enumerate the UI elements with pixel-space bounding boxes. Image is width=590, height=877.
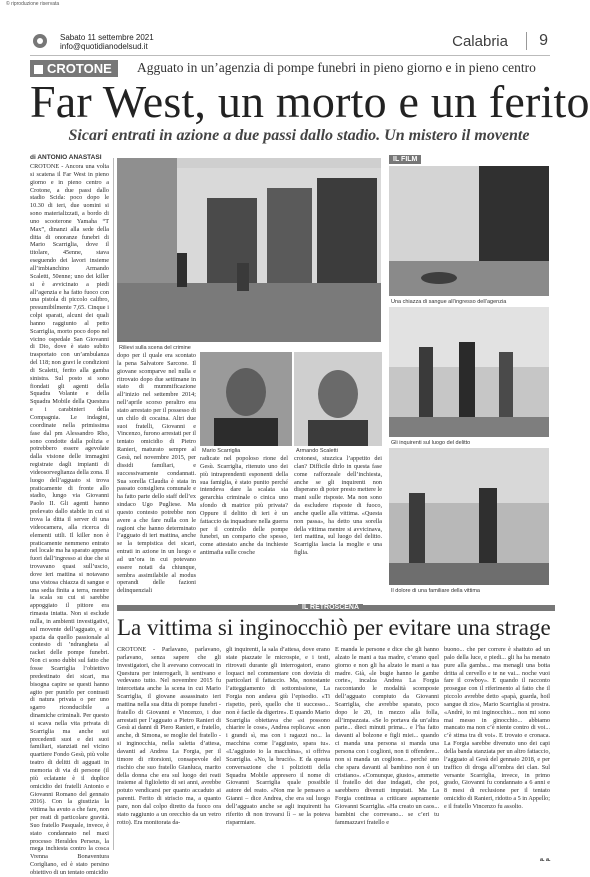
wounded-photo bbox=[294, 352, 382, 446]
square-icon bbox=[34, 65, 43, 74]
copyright-note: © riproduzione riservata bbox=[6, 1, 60, 7]
film-photo-blood bbox=[389, 166, 549, 296]
film-caption-3: Il dolore di una familiare della vittima bbox=[391, 588, 480, 594]
film-photo-investigators bbox=[389, 307, 549, 437]
issue-date: Sabato 11 settembre 2021 bbox=[60, 33, 154, 42]
crime-scene-photo bbox=[117, 158, 381, 342]
newspaper-email: info@quotidianodelsud.it bbox=[60, 42, 148, 51]
investigators-scene bbox=[389, 307, 549, 437]
city-tag bbox=[30, 60, 118, 77]
section-name: Calabria bbox=[452, 33, 508, 50]
article-kicker: Agguato in un’agenzia di pompe funebri in pieno giorno e in pieno centro bbox=[137, 60, 536, 75]
retroscena-tag: IL RETROSCENA bbox=[298, 604, 363, 611]
blood-stain-scene bbox=[389, 166, 549, 296]
article-column-2: dopo per il quale era scontato la pena Salvatore Sarcone. Il giovane scomparve nel nulla e ritrovato dopo due settimane in stato di mummificazione all’inizio nel settembre 2014; nell’aprile scorso peraltro era stato arrestato per il possesso di un chilo di cocaina. Altri due suoi fratelli, Giovanni e Vincenzo, furono arrestati per il tentato omicidio di Pietro Ranieri, maturato sempre al Gesù, nel novembre 2015, per dissidi familiari, e successivamente condannati. Sua sorella Claudia è stata in passato consigliera comunale e ha fatto parte dello staff dell’ex sindaco Ugo Pugliese. Ma questo contesto potrebbe non avere a che fare nulla con le ragioni che hanno determinato l’agguato di ieri mattina, anche se la tempistica dei sicari, entrati in azione in un luogo e ad un’ora in cui potevano essere notati da chiunque, sembra assimilabile al modus operandi delle fazioni delinquenziali bbox=[117, 352, 196, 595]
retroscena-column-1: CROTONE - Parlavano, parlavano, parlavano, senza sapere che gli investigatori, che li avevano convocati in Questura per interrogarli, li sentivano e vedevano tutto. Nel novembre 2015 fu intercettata anche la scena in cui Mario Scarriglia, il giovane assassinato ieri mattina nella sua ditta di pompe funebri - fratello di Giovanni e Vincenzo, i due arrestati per l’agguato a Pietro Ranieri di Gesù ai danni di Piero Ranieri, e fratello, anche, di Simona, se moglie del fratello - si inginocchia, nella saletta d’attesa, davanti ad Andrea La Forgia, per il timore di ritorsioni, consapevole del rischio che suo fratello Gianluca, marito della donna che era sul luogo dei reati insieme al figlioletto di sei anni, avrebbe potuto vendicarsi per quanto accaduto ai parenti. Ferito di striscio ma, a quanto pare, non dal colpo diretto da fuoco ora stato raggiunto a un orecchio da un vetro rotto). Era monitorata da- bbox=[117, 646, 221, 826]
victim-photo bbox=[200, 352, 292, 446]
city-tag-label: CROTONE bbox=[47, 61, 112, 76]
relative-scene bbox=[389, 448, 549, 585]
retroscena-column-3: E manda le persone e dice che gli hanno alzato le mani a tua madre, c’erano quel giorno e non gli ha alzato le mani a tua madre. Già, «le bugie hanno le gambe corte», incalza Andrea La Forgia raccontando le modalità scomposte dell’agguato compiuto da Giovanni Scarriglia, che avrebbe sparato, poco dopo le 20, in mezzo alla folla, all’impazzata. «Se lo portava da un’altra parte... dieci minuti prima... e l’ha fatto davanti al bolzone e figli miei... quando ci manda una persona si manda una persona con i coglioni, non ti offendere... non si manda un coglione... perché uno che spara davanti al bambino non è un cristiano». «Comunque, giusto», ammette il fratello dei due indagati, che poi, sarebbero divenuti imputati. Ma La Forgia continua a criticare aspramente Giovanni Scarriglia. «Ha creato un caos... bambini che correvano... se c’eri tu fammazzavi fratello e bbox=[335, 646, 439, 826]
film-caption-2: Gli inquirenti sul luogo del delitto bbox=[391, 440, 471, 446]
film-photo-relative bbox=[389, 448, 549, 585]
film-tag: IL FILM bbox=[389, 155, 421, 164]
article-column-1: CROTONE - Ancora una volta si scatena il Far West in pieno giorno e in pieno centro a Crotone, a due passi dallo stadio Scida: poco dopo le 10.30 di ieri, due uomini si sono materializzati, a bordo di uno scooterone Yamaha “T Max”, dinanzi alla sede della ditta di onoranze funebri di Mario Scarriglia, dove il titolare, 45enne, stava eseguendo dei lavori insieme all’imbianchino Armando Scaletti, 50enne; uno dei killer si è avvicinato a piedi all’agenzia e ha fatto fuoco con una pistola di piccolo calibro, presumibilmente 7,65. Cinque i colpi sparati, alcuni dei quali hanno raggiunto al petto Scarriglia, morto poco dopo nel vicino ospedale San Giovanni di Dio, dove è stato subito trasportato con un’ambulanza del 118; non gravi le condizioni di Scaletti, ferito alla gamba sinistra. Sul posto si sono fiondati gli agenti della Squadra Volante e della Squadra Mobile della Questura e i carabinieri della Compagnia. Le indagini, coordinate nella primissima fase dal pm Alessandro Rho, sono condotte dalla polizia e potrebbero essere agevolate dalla visione delle immagini registrate dagli impianti di videosorveglianza della zona. Il luogo dell’agguato si trova praticamente di fronte allo stadio, lungo via Giovanni Paolo II. Gli agenti hanno prelevato dallo stabile in cui si trova la ditta il server di una videocamera, alla ricerca di elementi utili. Il killer non è praticamente nemmeno entrato nel locale ma ha sparato appena fuori dall’ingresso ai due che si trovavano quasi sull’uscio, dove ieri mattina si notavano una vistosa chiazza di sangue e una sedia finita a terra, mentre la scala su cui si sarebbe appoggiato il pittore era rimasta intatta. Non si esclude nulla, in ambienti investigativi, sul movente dell’agguato, e si spazia da quello passionale al contesto di ’ndrangheta al racket delle pompe funebri. Non ci sono dubbi sul fatto che fosse Scarriglia l’obiettivo predestinato dei sicari, ma bisogna capire se questi hanno agito per punirlo per contrasti di natura privata o per uno sgarro riconducibile a dinamiche criminali. Per questo si scava nella vita privata di Scarriglia ma anche sui precedenti suoi e dei suoi familiari, stanziati nel vicino quartiere Fondo Gesù, più volte teatro di delitti di agguati in memoria di via di persone (il più eclatante è il duplice omicidio dei fratelli Antonio e Giovanni Romano del gennaio 2016). Con la giustizia la vittima ha avuto a che fare, non per reati di particolare gravità. Suo fratello Pasquale, invece, è stato condannato nel maxi processo Heraldes Perseus, la mega inchiesta contro la cosca Vrenna Bonaventura Corigliano, ed è stato persino obiettivo di un tentato omicidio bbox=[30, 163, 109, 876]
masthead-divider bbox=[30, 55, 550, 56]
column-divider bbox=[113, 158, 114, 850]
retroscena-signature: a. a. bbox=[540, 857, 551, 863]
wounded-portrait bbox=[294, 352, 382, 446]
article-column-3: radicate nel popoloso rione del Gesù. Scarriglia, ritenuto uno dei più intraprendenti esponenti della sua famiglia, è stato punito perché intendeva dare la scalata sia gerarchia criminale o cinica uno sfondo di matrice più privata? Oppure il delitto di ieri è un fattaccio da inquadrare nella guerra per il controllo delle pompe funebri, un comparto che spesso, come attestato anche da inchieste antimafia sulle cosche bbox=[200, 455, 288, 557]
crime-scene-illustration bbox=[117, 158, 381, 342]
article-column-4: crotonesi, stuzzica l’appetito dei clan? Difficile dirlo in questa fase come rafforzeale dell’inchiesta, anche se gli inquirenti non disperano di poter presto mettere le mani sulle risposte. Ma non sono da escludere risposte di fuoco, anche quelle alla vittima. «Questa non passa», ha detto una sorella della vittima mentre si avvicinava, ieri mattina, sul luogo del delitto. Scarriglia lascia la moglie e una figlia. bbox=[294, 455, 382, 557]
article-headline: Far West, un morto e un ferito bbox=[30, 76, 590, 127]
article-byline: di ANTONIO ANASTASI bbox=[30, 154, 102, 161]
retroscena-column-2: gli inquirenti, la sala d’attesa, dove erano state piazzate le microspie, e i testi, ritrovati durante gli interrogatori, erano loquaci nel commentare con dovizia di particolari il fattaccio. Ma, nonostante l’atteggiamento di sottomissione, La Forgia non andava giù l’episodio. «Ti rispetto, però, quello che ti successo... non è facile da digerire». E quando Mario Scarriglia obiettava che «si possono chiarire le cose», Andrea replicava: «non i grandi sì, ma con i ragazzi no... la macchina come l’aggiusto, spara tu». «L’aggiusto io la macchina», si offriva Scarriglia. «No, la bruciò». E da questa conversazione che i poliziotti della Squadra Mobile appresero il nome di Giovanni Scarriglia quale possibile autore del reato. «Non me le pensavo a Gianni – dice Andrea, che era sul luogo dell’agguato anche se agli inquirenti ha riferito di non trovarsi lì – se la poteva risparmiare. bbox=[226, 646, 330, 826]
victim-caption: Mario Scarriglia bbox=[202, 448, 241, 454]
page-number: 9 bbox=[526, 32, 548, 50]
film-caption-1: Una chiazza di sangue all’ingresso dell’agenzia bbox=[391, 299, 507, 305]
retroscena-title: La vittima si inginocchiò per evitare una strage bbox=[117, 615, 551, 640]
masthead-date-block bbox=[60, 33, 154, 51]
newspaper-logo-icon bbox=[33, 34, 47, 48]
wounded-caption: Armando Scaletti bbox=[296, 448, 338, 454]
victim-portrait bbox=[200, 352, 292, 446]
article-subheadline: Sicari entrati in azione a due passi dallo stadio. Un mistero il movente bbox=[68, 127, 530, 144]
retroscena-column-4: buono... che per correre è shattuto ad un palo della luce, e piedi... gli ha ha menato pure alla gamba... ma menagli una botta dritta al cervello e te ne vai... noche vuoi fare il cowboy». E quando il racconto prosegue con il riferimento al fatto che il piccolo avrebbe detto «papà, guarda, hoil sangue di zio», Mario Scarriglia si prostra. «Andrè, io mi inginocchio... non mi sono mai messo in ginocchio... abbiamo mancato ma non c’è niente contro di voi... c’è stima tra di voi». E trovato e cronaca. La Forgia sarebbe divenuto uno dei capi della banda stanziata per un altro fattaccio, l’agguato al Gesù del gennaio 2018, e per traffico di droga all’ombra dei clan. Sul versante Scarriglia, invece, in primo grado, Giovanni fu condannato a 6 anni e 8 mesi di reclusione per il tentato omicidio di Ranieri, ridotto a 5 in Appello; e il fratello Vincenzo fu assolto. bbox=[444, 646, 550, 810]
crime-scene-caption: Rilievi sulla scena del crimine bbox=[119, 345, 191, 351]
